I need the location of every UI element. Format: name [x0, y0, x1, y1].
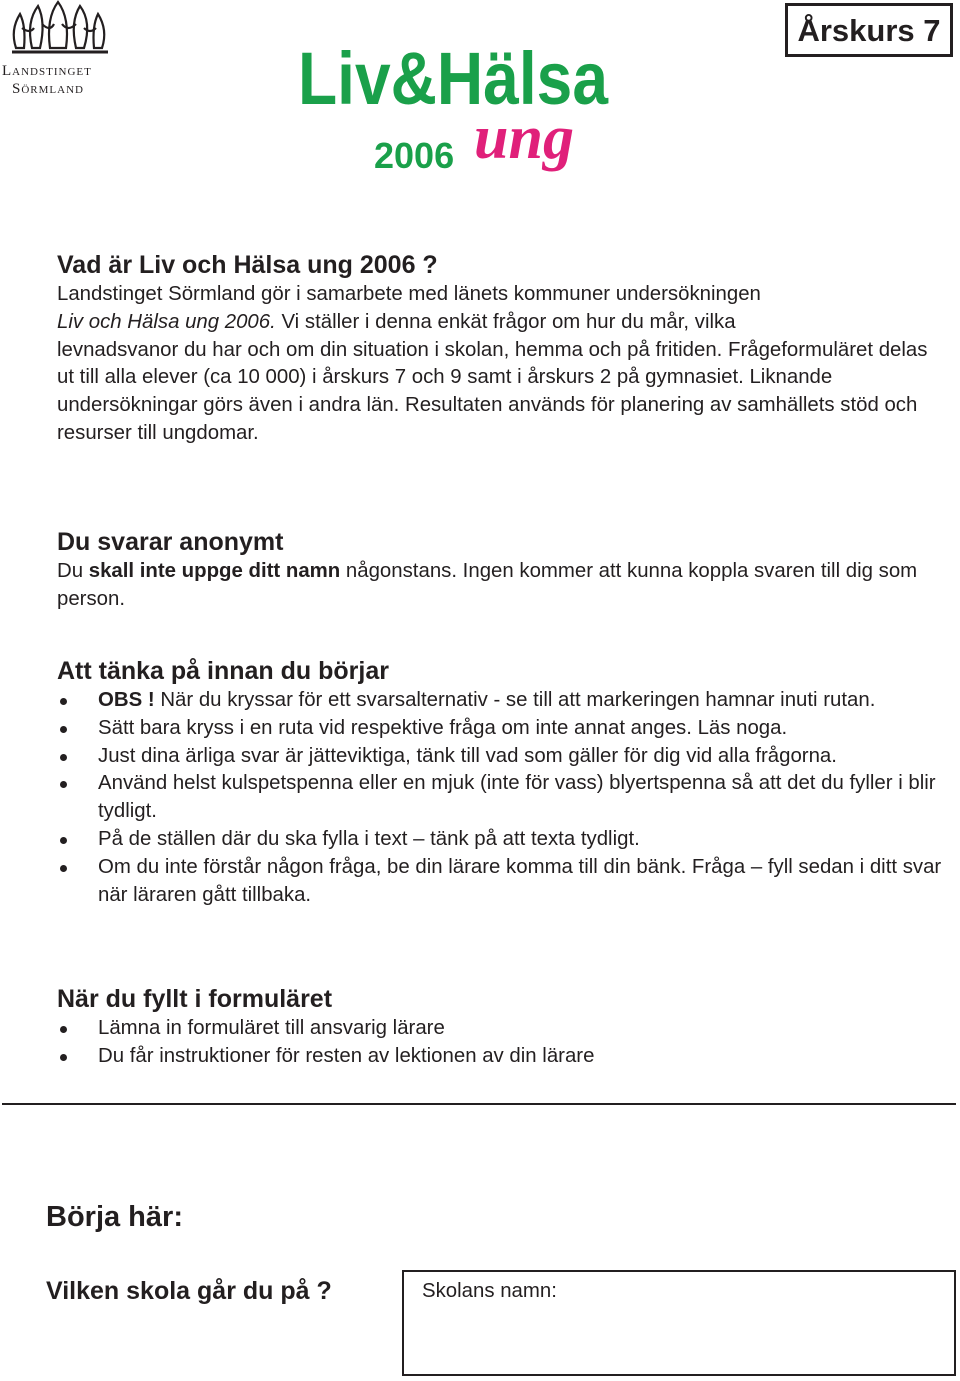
school-name-field[interactable]	[402, 1270, 956, 1376]
intro-paragraph	[57, 281, 937, 448]
list-item: Använd helst kulspetspenna eller en mjuk (inte för vass) blyertspenna så att det du fyller i blir tydligt.	[57, 770, 957, 826]
intro-survey-name: Liv och Hälsa ung 2006.	[57, 310, 276, 333]
list-item: Sätt bara kryss i en ruta vid respektive fråga om inte annat anges. Läs noga.	[57, 715, 957, 743]
intro-line1: Landstinget Sörmland gör i samarbete med länets kommuner undersökningen	[57, 283, 761, 305]
liv-och-halsa-ung-logo	[296, 30, 616, 190]
list-item: Du får instruktioner för resten av lektionen av din lärare	[57, 1043, 957, 1071]
start-heading: Börja här:	[46, 1201, 183, 1233]
org-logo-line2: Sörmland	[12, 81, 84, 97]
list-item: På de ställen där du ska fylla i text – tänk på att texta tydligt.	[57, 826, 957, 854]
before-start-heading: Att tänka på innan du börjar	[57, 657, 389, 685]
after-heading: När du fyllt i formuläret	[57, 985, 333, 1013]
anonymous-paragraph	[57, 558, 947, 614]
brand-logo-year: 2006	[374, 135, 455, 176]
school-question: Vilken skola går du på ?	[46, 1277, 332, 1305]
grade-label-box: Årskurs 7	[785, 3, 953, 57]
list-item: Just dina ärliga svar är jätteviktiga, tänk till vad som gäller för dig vid alla frågorna.	[57, 743, 957, 771]
org-logo-line1: Landstinget	[2, 63, 92, 79]
anon-text-after: någonstans. Ingen kommer att kunna koppla svaren till dig som person.	[57, 560, 918, 610]
list-item: Lämna in formuläret till ansvarig lärare	[57, 1015, 957, 1043]
anon-text-bold: skall inte uppge ditt namn	[88, 560, 341, 582]
intro-rest: levnadsvanor du har och om din situation i skolan, hemma och på fritiden. Frågeformuläret delas ut till alla elever (ca 10 000) i årskurs 7 och 9 samt i årskurs 2 på gymnasiet. Liknande undersökningar görs även i andra län. Resultaten används för planering av samhällets stöd och resurser till ungdomar.	[57, 338, 928, 444]
obs-label: OBS !	[98, 689, 155, 711]
anon-text-before: Du	[57, 560, 89, 582]
list-item: Om du inte förstår någon fråga, be din lärare komma till din bänk. Fråga – fyll sedan i ditt svar när läraren gått tillbaka.	[57, 854, 957, 910]
brand-logo-sub: ung	[474, 104, 574, 172]
school-field-label: Skolans namn:	[422, 1280, 557, 1302]
intro-heading: Vad är Liv och Hälsa ung 2006 ?	[57, 251, 438, 279]
section-divider	[2, 1103, 956, 1105]
landstinget-logo-text	[2, 62, 122, 98]
before-start-list	[57, 687, 957, 909]
after-list	[57, 1015, 957, 1071]
anonymous-heading: Du svarar anonymt	[57, 528, 284, 556]
intro-line2: Vi ställer i denna enkät frågor om hur du mår, vilka	[275, 310, 736, 333]
list-item: OBS ! När du kryssar för ett svarsalternativ - se till att markeringen hamnar inuti rutan.	[57, 687, 957, 715]
brand-logo-main: Liv&Hälsa	[298, 37, 609, 120]
